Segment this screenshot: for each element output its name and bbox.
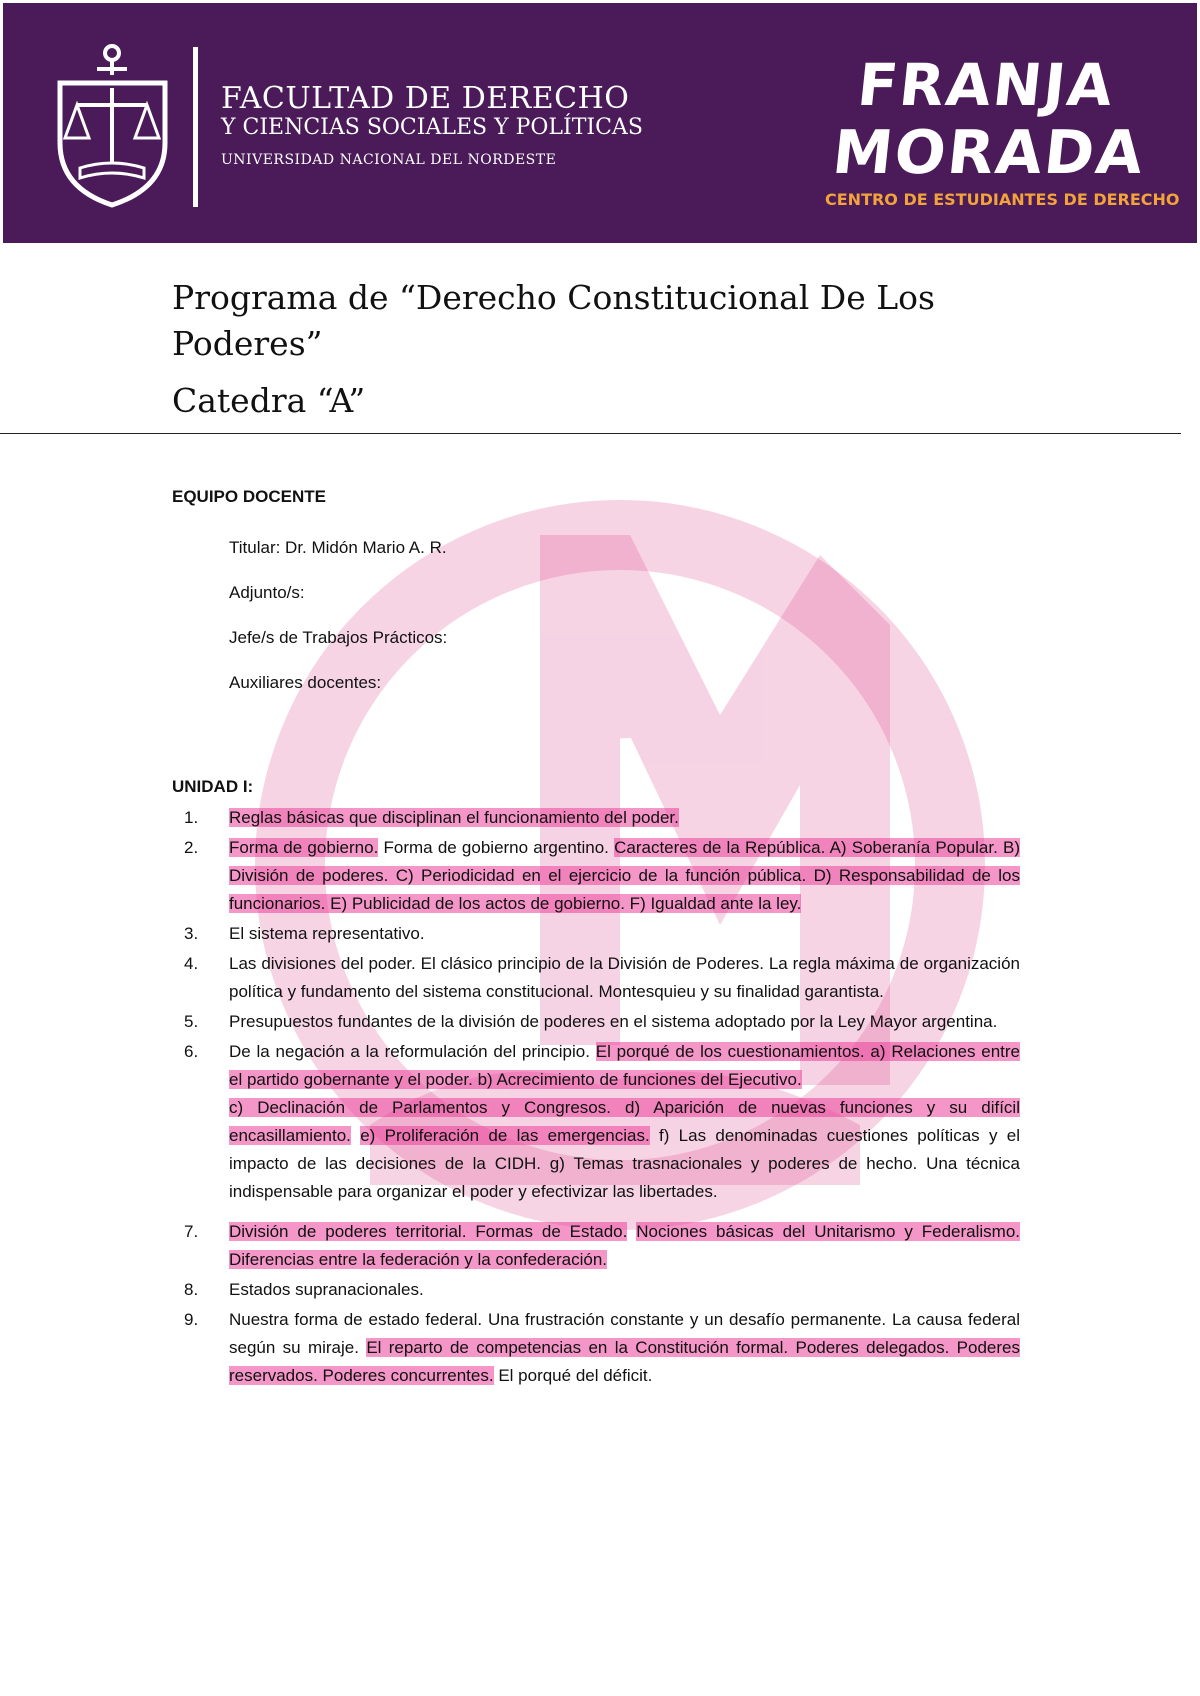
list-item [172,1306,1020,1390]
list-item [172,834,1020,918]
unit-items-list [172,804,1020,1392]
highlighted-text: División de poderes territorial. Formas de Estado. [229,1222,628,1241]
title-divider [0,433,1181,434]
list-item-number: 1. [184,808,199,827]
staff-auxiliares: Auxiliares docentes: [229,673,382,692]
list-item-number: 8. [184,1280,199,1299]
list-item-text [229,1280,424,1299]
text-segment: De la negación a la reformulación del principio. [229,1042,596,1061]
list-item-text [229,1310,1020,1385]
list-item [172,804,1020,832]
team-heading: EQUIPO DOCENTE [172,487,326,506]
staff-titular: Titular: Dr. Midón Mario A. R. [229,538,447,557]
list-item-text [229,1042,1020,1201]
list-item-text [229,838,1020,913]
document-title: Programa de “Derecho Constitucional De Los Poderes” [172,278,935,363]
list-item-number: 4. [184,954,199,973]
highlighted-text: Nociones básicas del Unitarismo y Federalismo. Diferencias entre la federación y la confederación. [229,1222,1021,1269]
list-item-number: 3. [184,924,199,943]
text-segment [627,1222,636,1241]
list-item [172,1038,1020,1206]
staff-jefe: Jefe/s de Trabajos Prácticos: [229,628,448,647]
document-subtitle: Catedra “A” [172,381,366,420]
text-segment: Estados supranacionales. [229,1280,424,1299]
text-segment: El sistema representativo. [229,924,425,943]
list-item [172,1008,1020,1036]
list-item-number: 6. [184,1042,199,1061]
unit-heading: UNIDAD I: [172,777,254,796]
text-segment: Forma de gobierno argentino. [378,838,615,857]
faculty-name: FACULTAD DE DERECHO [221,81,630,116]
list-item-text [229,808,679,827]
highlighted-text: e) Proliferación de las emergencias. [360,1126,650,1145]
list-item [172,1218,1020,1274]
brand-logo-line2: MORADA [829,118,1149,188]
staff-adjunto: Adjunto/s: [229,583,305,602]
list-item-text [229,1222,1020,1269]
list-item [172,1276,1020,1304]
text-segment: Las divisiones del poder. El clásico principio de la División de Poderes. La regla máxima de organización política y fundamento del sistema constitucional. Montesquieu y su finalidad garantista. [229,954,1020,1001]
list-item-number: 2. [184,838,199,857]
highlighted-text: Caracteres de la República. A) Soberanía Popular. B) División de poderes. C) Periodicidad en el ejercicio de la función pública. D) Responsabilidad de los funcionarios. E) Publicidad de los actos de gobierno. F) Igualdad ante la ley. [229,838,1020,913]
brand-logo-line1: FRANJA [854,51,1118,119]
text-segment: f) Las denominadas cuestiones políticas y el impacto de las decisiones de la CIDH. g) Temas trasnacionales y poderes de hecho. Una técnica indispensable para organizar el poder y efectivizar las libertades. [229,1126,1020,1201]
text-segment: Nuestra forma de estado federal. Una frustración constante y un desafío permanente. La causa federal según su miraje. [229,1310,1020,1357]
faculty-seal-icon [55,43,170,208]
list-item-number: 5. [184,1012,199,1031]
staff-list [229,538,447,718]
list-item-text [229,1012,997,1031]
brand-subtitle: CENTRO DE ESTUDIANTES DE DERECHO [825,190,1180,209]
highlighted-text: El reparto de competencias en la Constitución formal. Poderes delegados. Poderes reservados. Poderes concurrentes. [229,1338,1020,1385]
university-name: UNIVERSIDAD NACIONAL DEL NORDESTE [221,152,557,168]
highlighted-text: Forma de gobierno. [229,838,379,857]
list-item-text [229,924,425,943]
highlighted-text: c) Declinación de Parlamentos y Congresos. d) Aparición de nuevas funciones y su difícil encasillamiento. [229,1098,1020,1145]
list-item [172,950,1020,1006]
text-segment: El porqué del déficit. [493,1366,653,1385]
list-item-text [229,954,1020,1001]
text-segment: Presupuestos fundantes de la división de poderes en el sistema adoptado por la Ley Mayor argentina. [229,1012,998,1031]
header-divider [193,47,198,207]
list-item-number: 9. [184,1310,199,1329]
text-segment [351,1126,360,1145]
header-banner [3,3,1197,243]
highlighted-text: El porqué de los cuestionamientos. a) Relaciones entre el partido gobernante y el poder. b) Acrecimiento de funciones del Ejecutivo. [229,1042,1020,1089]
faculty-subname: Y CIENCIAS SOCIALES Y POLÍTICAS [221,115,643,140]
list-item-number: 7. [184,1222,199,1241]
highlighted-text: Reglas básicas que disciplinan el funcionamiento del poder. [229,808,679,827]
list-item [172,920,1020,948]
